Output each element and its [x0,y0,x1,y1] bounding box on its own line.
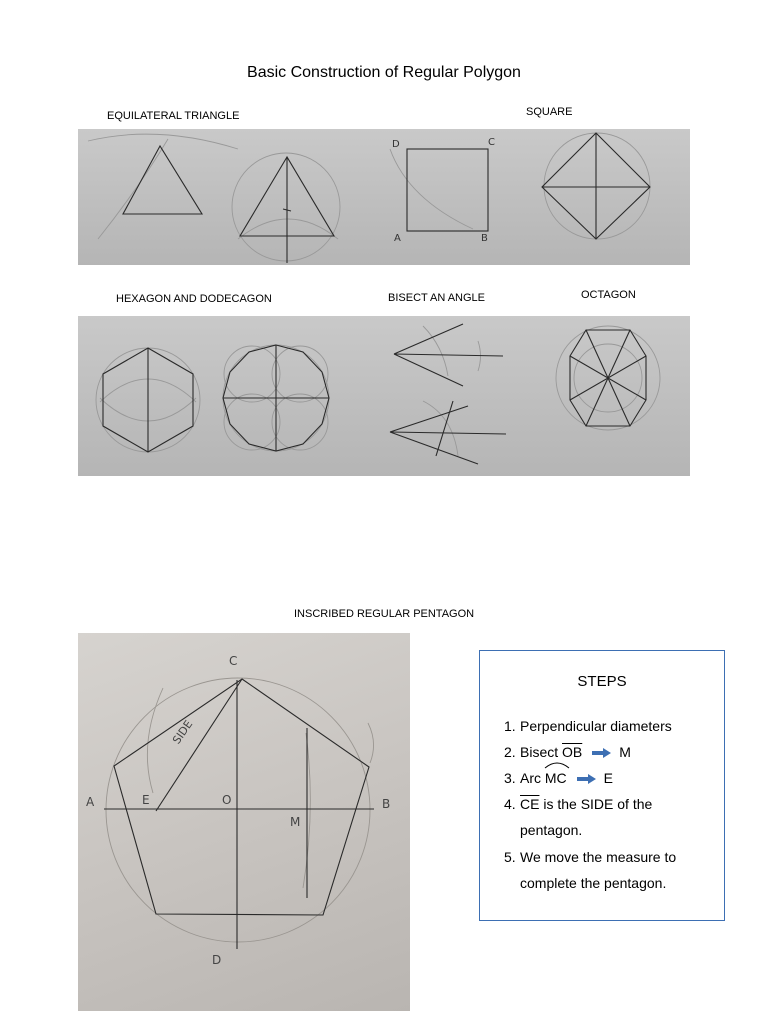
side-segment [156,679,242,811]
step-4-num: 4. [504,796,516,812]
arc-symbol-icon [544,761,570,769]
pentagon-label-m: M [290,815,301,829]
step-5-continued: complete the pentagon. [520,875,667,891]
step-4-segment: $\overline{CE}$ [520,796,540,812]
label-hexagon-dodecagon: HEXAGON AND DODECAGON [116,293,272,305]
step-3-pre: Arc [520,770,545,786]
pentagon-label-b: B [382,797,391,811]
step-5-num: 5. [504,849,516,865]
drawing-triangle-square [78,129,690,265]
step-4-text: is the SIDE of the [539,796,653,812]
step-3-result: E [603,770,614,786]
pentagon-shape [114,679,369,915]
photo-pentagon-construction [78,633,410,1011]
step-2 [504,744,631,760]
step-3-num: 3. [504,770,516,786]
arrow-right-icon [577,774,596,784]
photo-hexagon-bisect-octagon [78,316,690,476]
drawing-pentagon [78,633,410,1011]
arrow-right-icon [592,748,611,758]
step-2-pre: Bisect [520,744,563,760]
step-4-continued: pentagon. [520,822,583,838]
step-3 [504,770,613,786]
pentagon-label-d: D [212,953,222,967]
step-5 [504,849,676,865]
steps-box [479,650,725,921]
label-inscribed-pentagon: INSCRIBED REGULAR PENTAGON [294,608,475,620]
label-equilateral-triangle: EQUILATERAL TRIANGLE [107,110,240,122]
pentagon-label-e: E [142,793,150,807]
step-4 [504,796,652,812]
step-2-result: M [619,744,631,760]
page-title: Basic Construction of Regular Polygon [247,64,521,81]
label-square: SQUARE [526,106,573,118]
drawing-hexagon-bisect-octagon [78,316,690,476]
step-2-num: 2. [504,744,516,760]
step-5-text: We move the measure to [520,849,677,865]
steps-title: STEPS [577,673,627,690]
pentagon-label-o: O [222,793,232,807]
square-label-b: B [481,233,488,244]
step-1-num: 1. [504,718,516,734]
pentagon-label-a: A [86,795,95,809]
equilateral-triangle-1 [123,146,202,214]
square-label-c: C [488,137,495,148]
square-label-d: D [392,139,400,150]
label-bisect-angle: BISECT AN ANGLE [388,292,486,304]
step-3-arc: MC [544,770,567,786]
pentagon-label-side: SIDE [170,717,196,747]
step-2-segment: $\overline{OB}$ [562,744,583,760]
step-1-text: Perpendicular diameters [520,718,672,734]
square-label-a: A [394,233,401,244]
square-shape [407,149,488,231]
step-1 [504,718,672,734]
pentagon-label-c: C [229,654,238,668]
label-octagon: OCTAGON [581,289,636,301]
photo-triangle-square [78,129,690,265]
